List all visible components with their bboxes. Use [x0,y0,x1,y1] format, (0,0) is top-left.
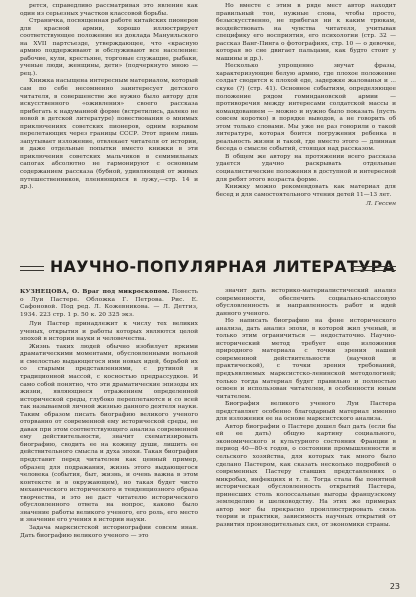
page-number: 23 [389,582,400,591]
top-right-paragraph: Но вместе с этим в ряде мест автор находит правильный тон, нужные слова, чтобы просто, безыскусственно, не прибегая ни к каким трюкам, воздействовать на чувства читателя, учитывая специфику его восприятия, его психологии (стр. 32 — рассказ Ванг-Пинга о фотографиях, стр. 10 — о девочке, которая во сне двигает пальцами, как будто стоит у машины и др.). [216,3,396,62]
section-heading-band [20,254,396,280]
bottom-left-paragraph: Задача марксистской историографии совсем иная. Дать биографию великого ученого — это [20,524,198,539]
top-right-paragraph: Книжку можно рекомендовать как материал для бесед и для самостоятельного чтения детей 11—13 лет. [216,184,396,198]
review-signature: Л. Гессен [365,201,396,208]
book-entry-title: КУЗНЕЦОВА, О. Враг под микроскопом. [20,288,170,295]
top-left-paragraph: рется, справедливо рассматривая это явление как один из серьезных участков классовой борьбы. [20,3,198,17]
top-right-paragraph: Несколько упрощенно звучат фразы, характеризующие белую армию, где плохое положение солдат сводится к плохой еде, задержке жалованья и ... скуке (?) (стр. 41). Основное событиям, определяющее положение рядом гоминдановской армии — противоречия между интересами солдатской массы и командованием — можно и нужно было показать (пусть совсем коротко) в порядке выводов, а не говорить об этом только словами. Мы уже не раз говорили о такой литературе, которая боится погружения ребенка в реальность жизни и такой, где вместо этого — длинная беседа о смысле событий, стоящая над рассказом. [216,63,396,153]
book-entry-bibliography: Повесть о Луи Пастере. Обложка Г. Петрова. Рис. Е. Сафоновой. Под ред. Л. Кожевникова. — Л. Детгиз, 1934. 223 стр. 1 р. 50 к. 20 325 экз. [20,289,198,318]
bottom-right-paragraph: Биография великого ученого Луи Пастера представляет особенно благодарный материал именно для изложения ее на основе марксистского анализа. [216,401,396,423]
top-right-paragraph: В общем же автору на протяжении всего рассказа удается удачно раскрывать отдельные социалистические положения в доступной и интересной для ребят этого возраста форме. [216,153,396,183]
book-review-right-column [216,288,396,530]
book-entry-heading [20,288,198,319]
top-left-paragraph: Страничка, посвященная работе китайских пионеров для красной армии, хорошо иллюстрирует соответствующее положение из доклада Мануильского на XVII партсъезде, утверждающее, что «красную армию поддерживают и обслуживают все население: рабочие, кули, крестьяне, торговые служащие, рыбаки, ученые люди, женщины, дети» (подчеркнуто мною — рец.). [20,18,198,77]
bottom-left-paragraph: Луи Пастер принадлежит к числу тех великих ученых, открытия и работы которых являются целой эпохой в истории науки и человечества. [20,321,198,343]
bottom-right-paragraph: Автор биографии о Пастере дошел был дать (если бы ей ее дать) общую картину социального, экономического и культурного состояния Франции в период 40—80-х годов, о состоянии промышленности и сельского хозяйства, для которых так много было сделано Пастером, как сказать несколько подробней о современных Пастеру ставших представлениях о микробах, инфекциях и т. п. Тогда стала бы понятной историческая обусловленность открытий Пастера, принесших столь колоссальные выгоды французскому земледелию и шелководству. На этих же примерах автор мог бы прекрасно проиллюстрировать связь теории и практики, зависимость научных открытий от развития производительных сил, от экономики страны. [216,423,396,528]
review-continuation-left-column [20,3,198,192]
review-continuation-right-column [216,3,396,209]
bottom-right-paragraph: Но написать биографию на фоне исторического анализа, дать анализ эпохи, в которой жил ученый, и только этим ограничиться — недостаточно. Научно-исторический метод требует еще изложения природного материала с точки зрения нашей современной действительности (научной и практической), с точки зрения требований, предъявляемых марксистско-ленинской методологией; только тогда материал будет правильно и полностью освоен и использован читателем, в особенности юным читателем. [216,318,396,400]
section-title: НАУЧНО-ПОПУЛЯРНАЯ ЛИТЕРАТУРА [50,257,396,276]
bottom-right-paragraph: значит дать историко-материалистический анализ современности, обеспечить социально-классовую обусловленность и направленность работ и идей данного ученого. [216,288,396,317]
top-left-paragraph: Книжка насыщена интересным материалом, который сам по себе несомненно заинтересует детского читателя, в совершенстве же нужно было автору для искусственного «оживления» своего рассказа прибегать к надуманной форме (встретились, далеко не новой в детской литературе) повествования о мнимых приключениях советских пионеров, одним взрывом перелетающих через границы СССР. Этот прием лишь запутывает изложение, отвлекает читателя от истории, и даже отдельные попытки вместо книжки в эти приключения советских мальчиков в семимильных сапогах абсолютно не гармонируют с основным содержанием рассказа (бубной, удивляющей от живых путешественников, пленяющихся в лужу,—стр. 14 и др.). [20,78,198,191]
book-review-left-column [20,288,198,540]
heading-rule-right [352,266,396,271]
bottom-left-paragraph: Жизнь таких людей обычно изобилует яркими драматическими моментами, обусловленными вольной и смелостью выдающегося ими новых идей, борьбой их со старыми представлениями, с рутиной и традиционной массой, с косностью предрассудков. И само собой понятно, что эти драматические эпизоды их жизни, являющиеся отражением определенной исторической среды, глубоко переплетаются и со всей так называемой личной жизнью данного деятеля науки. Таким образом писать биографию великого ученого оторванно от современной ему исторической среды, не давая при этом соответствующего анализа современной ему действительности, значит схематизировать биографию, сводить ее на кожицу души, лишить ее действительного смысла и духа эпохи. Такая биография представит перед читателем как ценный пример, образец для подражания, жизнь этого выдающегося человека (события, быт, жизнь, и очень важна в этом контексте и в окружающем), но такая будет чисто механического исторического и тенденциозного образа творчества, и это не даст читателю исторического обусловленного ответа на вопрос, каково было значение работы великого ученого, его роль, его место и значение его учения в истории науки. [20,343,198,524]
heading-rule-left [20,266,44,271]
